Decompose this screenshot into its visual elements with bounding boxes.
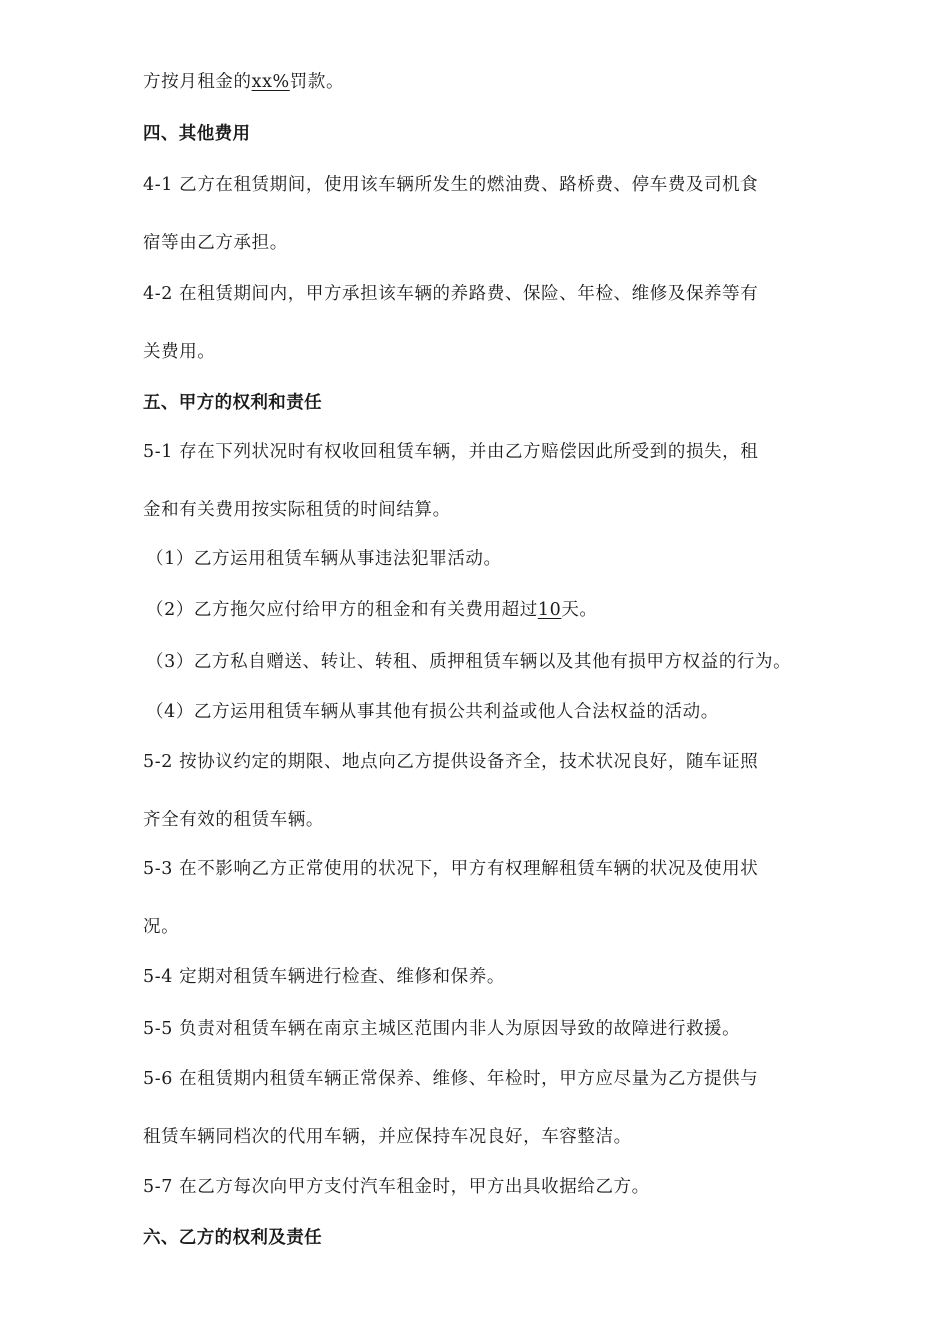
text-run: 罚款。	[289, 72, 345, 92]
list-item-1: （1）乙方运用租赁车辆从事违法犯罪活动。	[146, 549, 502, 569]
clause-4-1-line-1: 4-1 乙方在租赁期间，使用该车辆所发生的燃油费、路桥费、停车费及司机食	[143, 175, 759, 195]
list-item-2	[146, 598, 598, 622]
clause-4-2-line-1: 4-2 在租赁期间内，甲方承担该车辆的养路费、保险、年检、维修及保养等有	[143, 284, 759, 304]
list-item-4: （4）乙方运用租赁车辆从事其他有损公共利益或他人合法权益的活动。	[146, 702, 719, 722]
underlined-value: 10	[537, 600, 562, 620]
text-run: 天。	[561, 600, 598, 620]
list-item-3: （3）乙方私自赠送、转让、转租、质押租赁车辆以及其他有损甲方权益的行为。	[146, 652, 792, 672]
clause-5-1-line-2: 金和有关费用按实际租赁的时间结算。	[143, 500, 451, 520]
clause-5-4: 5-4 定期对租赁车辆进行检查、维修和保养。	[143, 967, 505, 987]
clause-5-3-line-1: 5-3 在不影响乙方正常使用的状况下，甲方有权理解租赁车辆的状况及使用状	[143, 859, 759, 879]
clause-5-2-line-1: 5-2 按协议约定的期限、地点向乙方提供设备齐全，技术状况良好，随车证照	[143, 752, 759, 772]
section-heading-4: 四、其他费用	[143, 124, 251, 144]
paragraph-line	[143, 70, 344, 94]
clause-5-5: 5-5 负责对租赁车辆在南京主城区范围内非人为原因导致的故障进行救援。	[143, 1019, 741, 1039]
clause-5-1-line-1: 5-1 存在下列状况时有权收回租赁车辆，并由乙方赔偿因此所受到的损失，租	[143, 442, 759, 462]
underlined-value: xx%	[251, 72, 290, 92]
clause-5-3-line-2: 况。	[143, 917, 180, 937]
clause-5-6-line-2: 租赁车辆同档次的代用车辆，并应保持车况良好，车容整洁。	[143, 1127, 632, 1147]
clause-4-2-line-2: 关费用。	[143, 342, 216, 362]
clause-5-6-line-1: 5-6 在租赁期内租赁车辆正常保养、维修、年检时，甲方应尽量为乙方提供与	[143, 1069, 759, 1089]
clause-5-2-line-2: 齐全有效的租赁车辆。	[143, 810, 324, 830]
text-run: 方按月租金的	[143, 72, 252, 92]
clause-5-7: 5-7 在乙方每次向甲方支付汽车租金时，甲方出具收据给乙方。	[143, 1177, 650, 1197]
clause-4-1-line-2: 宿等由乙方承担。	[143, 233, 288, 253]
text-run: （2）乙方拖欠应付给甲方的租金和有关费用超过	[146, 600, 538, 620]
section-heading-5: 五、甲方的权利和责任	[143, 393, 322, 413]
section-heading-6: 六、乙方的权利及责任	[143, 1228, 322, 1248]
